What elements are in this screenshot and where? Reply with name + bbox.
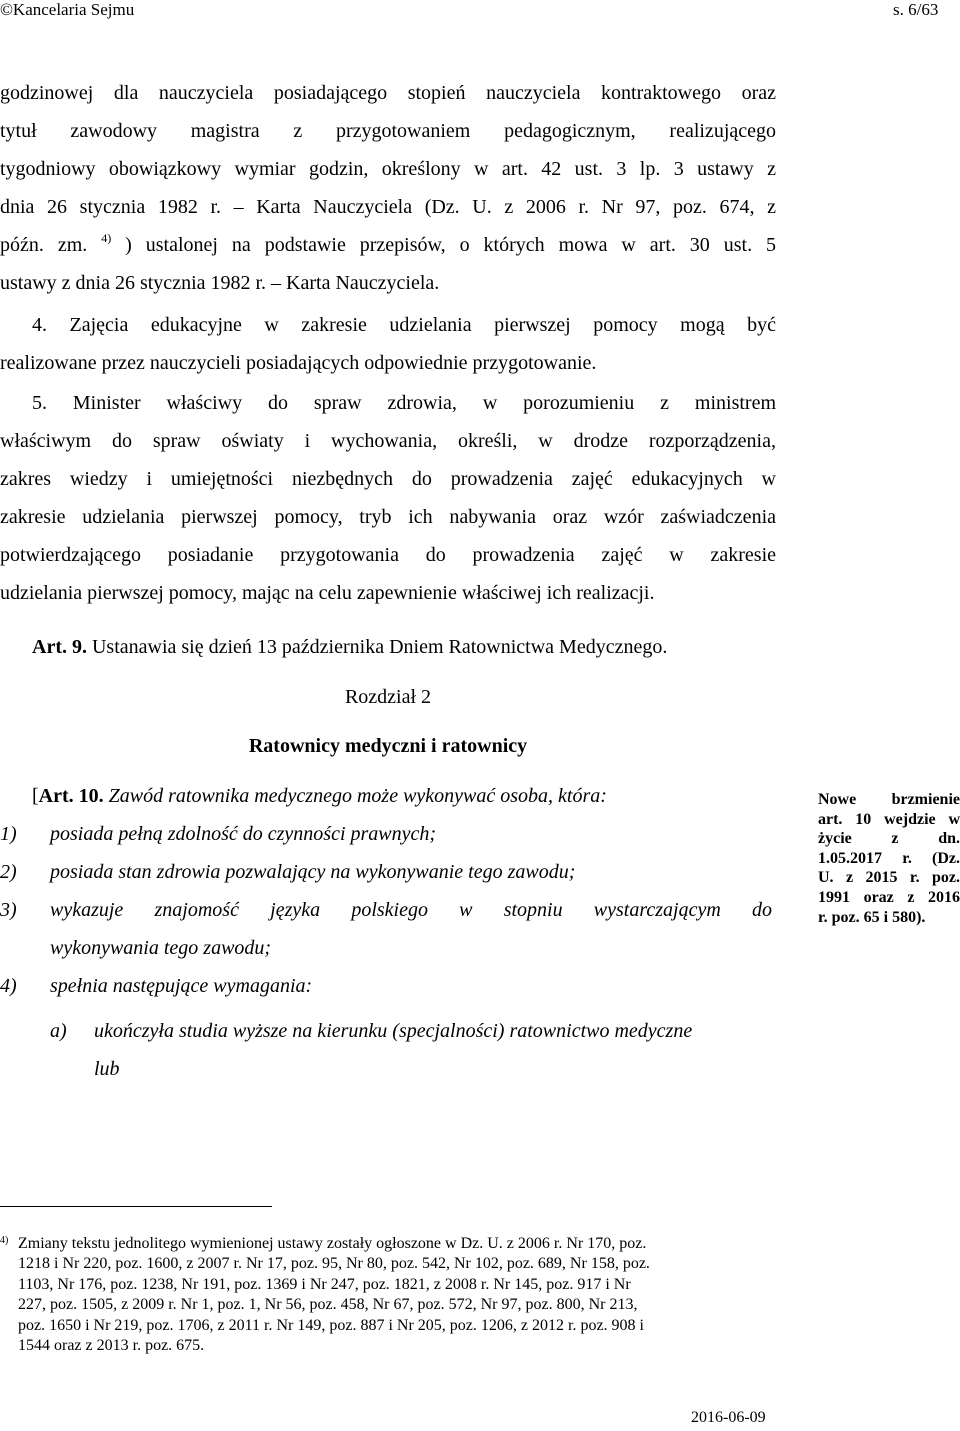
text-line: potwierdzającego posiadanie przygotowania do prowadzenia zajęć w zakresie: [0, 544, 776, 566]
text-line: tytuł zawodowy magistra z przygotowaniem pedagogicznym, realizującego: [0, 120, 776, 142]
header-copyright: ©Kancelaria Sejmu: [0, 0, 135, 19]
list-number: 2): [0, 861, 17, 883]
paragraph-4: [0, 306, 776, 382]
sub-item-text: ukończyła studia wyższe na kierunku (specjalności) ratownictwo medyczne: [94, 1020, 693, 1042]
chapter-number: Rozdział 2: [344, 686, 432, 708]
margin-note-line: 1991 oraz z 2016: [818, 888, 960, 906]
paragraph-5: [0, 384, 776, 612]
margin-note-line: życie z dn.: [818, 830, 960, 848]
article-label: Art. 10.: [38, 785, 104, 807]
text-line: 4. Zajęcia edukacyjne w zakresie udzielania pierwszej pomocy mogą być: [32, 314, 776, 336]
article-10-intro: [32, 777, 607, 815]
margin-note-line: U. z 2015 r. poz.: [818, 869, 960, 887]
margin-note-line: Nowe brzmienie: [818, 791, 960, 808]
sub-item-letter: a): [50, 1020, 67, 1042]
margin-note-line: 1.05.2017 r. (Dz.: [818, 849, 960, 867]
margin-note-line: art. 10 wejdzie w: [818, 810, 960, 828]
text-line: właściwym do spraw oświaty i wychowania, określi, w drodze rozporządzenia,: [0, 430, 776, 452]
margin-note: [818, 790, 960, 927]
footnote-line: 1544 oraz z 2013 r. poz. 675.: [18, 1337, 205, 1355]
text-line: tygodniowy obowiązkowy wymiar godzin, określony w art. 42 ust. 3 lp. 3 ustawy z: [0, 158, 776, 180]
list-text: wykazuje znajomość języka polskiego w stopniu wystarczającym do: [50, 899, 772, 921]
bracket-open: [: [32, 785, 39, 807]
footnote-line: Zmiany tekstu jednolitego wymienionej ustawy zostały ogłoszone w Dz. U. z 2006 r. Nr 170, poz.: [18, 1235, 647, 1252]
page-number: s. 6/63: [893, 0, 939, 19]
footnote-line: 227, poz. 1505, z 2009 r. Nr 1, poz. 1, Nr 56, poz. 458, Nr 67, poz. 572, Nr 97, poz. 800, Nr 213,: [18, 1296, 638, 1314]
chapter-title: Ratownicy medyczni i ratownicy: [248, 735, 528, 757]
article-label: Art. 9.: [32, 636, 87, 658]
list-number: 1): [0, 823, 17, 845]
article-text: Ustanawia się dzień 13 października Dniem Ratownictwa Medycznego.: [86, 636, 668, 658]
list-number: 3): [0, 899, 17, 921]
article-intro-text: Zawód ratownika medycznego może wykonywać osoba, która:: [103, 785, 607, 807]
paragraph-continuation: [0, 74, 776, 302]
text-line: udzielania pierwszej pomocy, mając na celu zapewnienie właściwej ich realizacji.: [0, 582, 655, 604]
footnote: 4) Zmiany tekstu jednolitego wymienionej ustawy zostały ogłoszone w Dz. U. z 2006 r. Nr 170, poz. 1218 i Nr 220, poz. 1600, z 2007 r. Nr 17, poz. 95, Nr 80, poz. 542, Nr 102, poz. 689, Nr 158, poz. 1103, Nr 176, poz. 1238, Nr 191, poz. 1369 i Nr 247, poz. 1821, z 2008 r. Nr 145, poz. 917 i Nr 227, poz. 1505, z 2009 r. Nr 1, poz. 1, Nr 56, poz. 458, Nr 67, poz. 572, Nr 97, poz. 800, Nr 213, poz. 1650 i Nr 219, poz. 1706, z 2011 r. Nr 149, poz. 887 i Nr 205, poz. 1206, z 2012 r. poz. 908 i 1544 oraz z 2013 r. poz. 675.: [0, 1234, 776, 1356]
footnote-line: poz. 1650 i Nr 219, poz. 1706, z 2011 r. Nr 149, poz. 887 i Nr 205, poz. 1206, z 2012 r. poz. 908 i: [18, 1316, 644, 1334]
list-text: posiada stan zdrowia pozwalający na wykonywanie tego zawodu;: [50, 861, 576, 883]
text-fragment: późn. zm.: [0, 234, 88, 256]
sub-item-text-continuation: lub: [94, 1058, 120, 1080]
text-line: 5. Minister właściwy do spraw zdrowia, w porozumieniu z ministrem: [32, 392, 776, 414]
footnote-line: 1103, Nr 176, poz. 1238, Nr 191, poz. 1369 i Nr 247, poz. 1821, z 2008 r. Nr 145, poz. 917 i Nr: [18, 1275, 631, 1293]
list-text: posiada pełną zdolność do czynności prawnych;: [50, 823, 437, 845]
footnote-line: 1218 i Nr 220, poz. 1600, z 2007 r. Nr 17, poz. 95, Nr 80, poz. 542, Nr 102, poz. 689, Nr 158, poz.: [18, 1255, 650, 1273]
list-number: 4): [0, 975, 17, 997]
text-line: realizowane przez nauczycieli posiadających odpowiednie przygotowanie.: [0, 352, 597, 374]
text-line: ustawy z dnia 26 stycznia 1982 r. – Karta Nauczyciela.: [0, 272, 440, 294]
sub-item-a: [50, 1012, 776, 1088]
text-fragment: ) ustalonej na podstawie przepisów, o których mowa w art. 30 ust. 5: [125, 234, 777, 256]
list-text-continuation: wykonywania tego zawodu;: [50, 937, 272, 959]
text-line: zakresie udzielania pierwszej pomocy, tryb ich nabywania oraz wzór zaświadczenia: [0, 506, 776, 528]
text-line: zakres wiedzy i umiejętności niezbędnych do prowadzenia zajęć edukacyjnych w: [0, 468, 776, 490]
margin-note-line: r. poz. 65 i 580).: [818, 908, 926, 926]
text-line: godzinowej dla nauczyciela posiadającego stopień nauczyciela kontraktowego oraz: [0, 82, 776, 104]
text-line-with-footnote: [0, 226, 776, 264]
list-item-3: [0, 891, 776, 967]
article-9: [32, 628, 776, 666]
text-line: dnia 26 stycznia 1982 r. – Karta Nauczyciela (Dz. U. z 2006 r. Nr 97, poz. 674, z: [0, 196, 776, 218]
footnote-separator: [0, 1206, 272, 1207]
list-text: spełnia następujące wymagania:: [50, 975, 313, 997]
footnote-reference: 4): [101, 231, 112, 245]
footer-date: 2016-06-09: [691, 1409, 766, 1426]
